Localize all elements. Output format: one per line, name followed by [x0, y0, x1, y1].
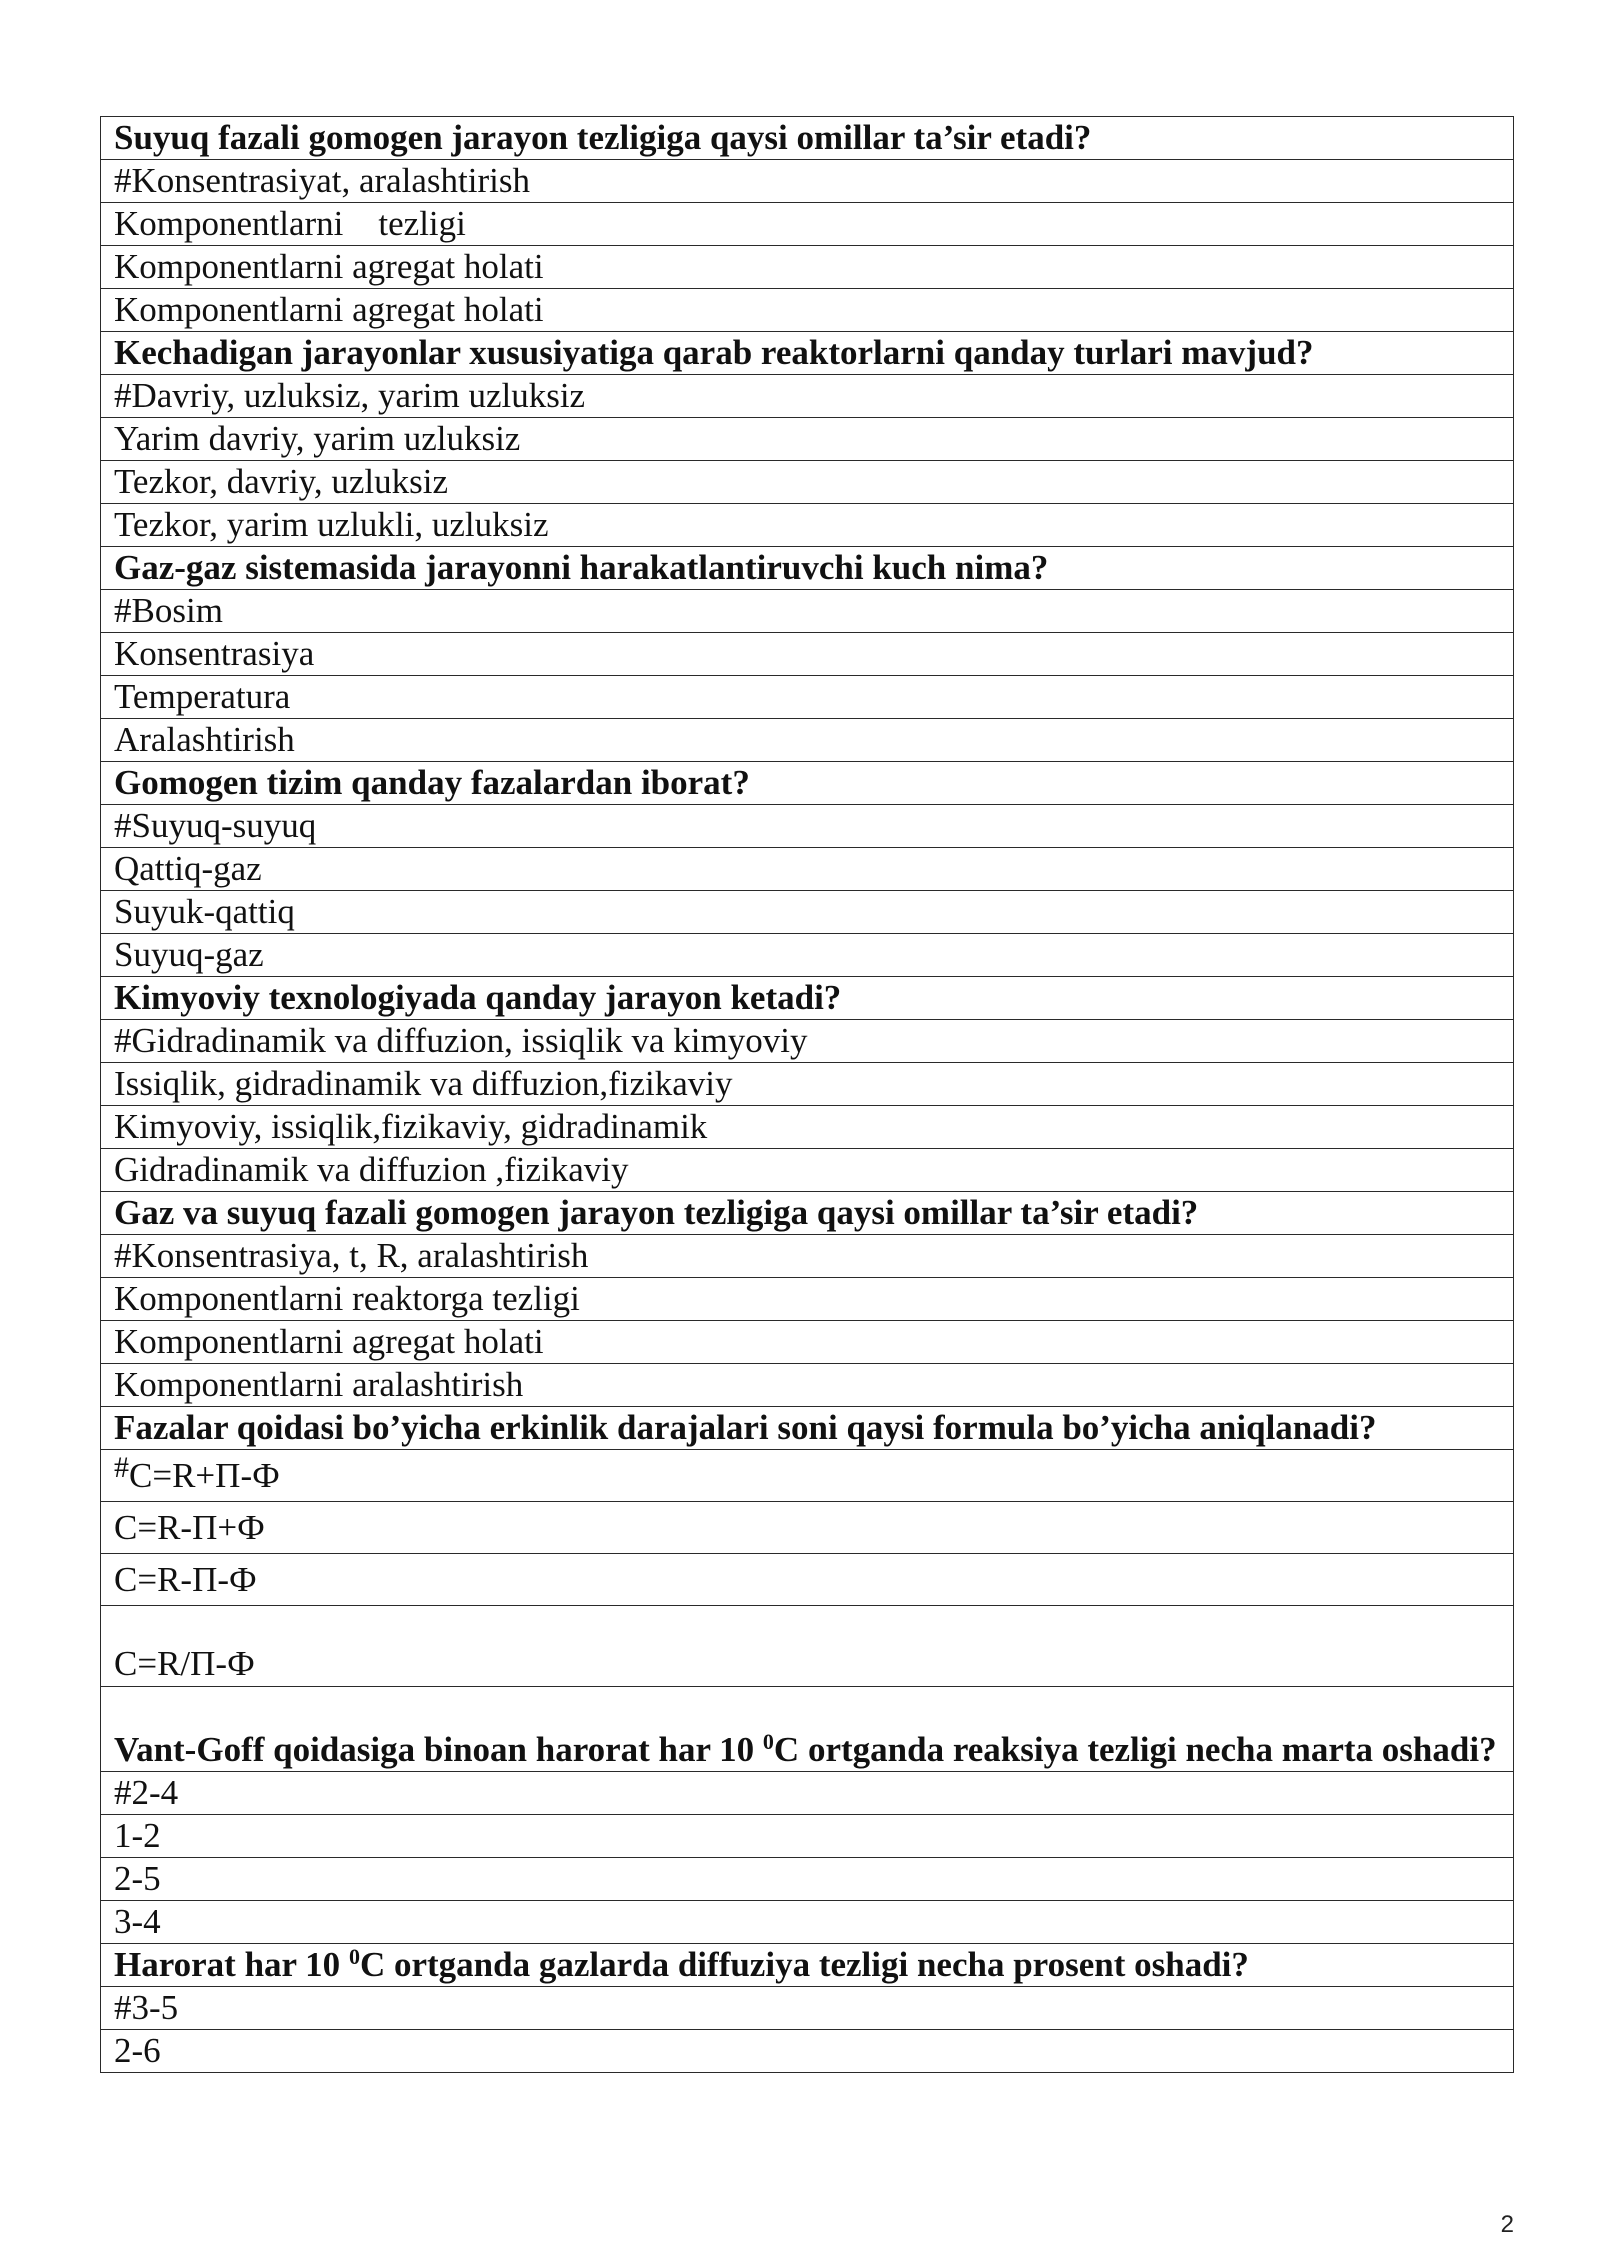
question-text: Suyuq fazali gomogen jarayon tezligiga qaysi omillar ta’sir etadi?: [101, 117, 1514, 160]
question-row: [101, 1192, 1514, 1235]
question-text: Vant-Goff qoidasiga binoan harorat har 10 $^0$C ortganda reaksiya tezligi necha marta oshadi?: [101, 1687, 1514, 1772]
option-row: [101, 1106, 1514, 1149]
option-row: [101, 1987, 1514, 2030]
option: 1-2: [101, 1815, 1514, 1858]
option-correct: #3-5: [101, 1987, 1514, 2030]
question-row: [101, 332, 1514, 375]
option-row: [101, 1020, 1514, 1063]
option-row: [101, 375, 1514, 418]
degree-superscript: 0: [762, 1729, 774, 1754]
question-row: [101, 762, 1514, 805]
option-correct: #Davriy, uzluksiz, yarim uzluksiz: [101, 375, 1514, 418]
option: 2-6: [101, 2030, 1514, 2073]
question-text: Gomogen tizim qanday fazalardan iborat?: [101, 762, 1514, 805]
question-row: [101, 547, 1514, 590]
option-row: [101, 633, 1514, 676]
option-row: [101, 1364, 1514, 1407]
option-row: [101, 1235, 1514, 1278]
option-row: [101, 1901, 1514, 1944]
option-row: [101, 160, 1514, 203]
option-row: [101, 203, 1514, 246]
option-row: [101, 1149, 1514, 1192]
option-row: [101, 1606, 1514, 1687]
question-text: Harorat har 10 $^0$C ortganda gazlarda diffuziya tezligi necha prosent oshadi?: [101, 1944, 1514, 1987]
option-row: [101, 461, 1514, 504]
option-correct: #Konsentrasiya, t, R, aralashtirish: [101, 1235, 1514, 1278]
page-number: 2: [1500, 2211, 1514, 2238]
option: Komponentlarni agregat holati: [101, 1321, 1514, 1364]
option-row: [101, 1278, 1514, 1321]
option-row: [101, 805, 1514, 848]
option: Yarim davriy, yarim uzluksiz: [101, 418, 1514, 461]
option: Konsentrasiya: [101, 633, 1514, 676]
option-row: [101, 1772, 1514, 1815]
option: Aralashtirish: [101, 719, 1514, 762]
option: C=R-П+Ф: [101, 1502, 1514, 1554]
question-text: Kimyoviy texnologiyada qanday jarayon ketadi?: [101, 977, 1514, 1020]
option: C=R-П-Ф: [101, 1554, 1514, 1606]
option-correct: #Gidradinamik va diffuzion, issiqlik va kimyoviy: [101, 1020, 1514, 1063]
question-row: [101, 117, 1514, 160]
option-row: [101, 1858, 1514, 1901]
option: Qattiq-gaz: [101, 848, 1514, 891]
option: 2-5: [101, 1858, 1514, 1901]
option: Tezkor, yarim uzlukli, uzluksiz: [101, 504, 1514, 547]
question-row: [101, 1407, 1514, 1450]
option-row: [101, 1321, 1514, 1364]
option-correct: #2-4: [101, 1772, 1514, 1815]
option-row: [101, 418, 1514, 461]
option-row: [101, 1063, 1514, 1106]
option: Kimyoviy, issiqlik,fizikaviy, gidradinamik: [101, 1106, 1514, 1149]
option: Komponentlarni aralashtirish: [101, 1364, 1514, 1407]
option-row: [101, 1502, 1514, 1554]
option-row: [101, 590, 1514, 633]
option: 3-4: [101, 1901, 1514, 1944]
option-row: [101, 848, 1514, 891]
option: Komponentlarni agregat holati: [101, 289, 1514, 332]
option-row: [101, 676, 1514, 719]
correct-marker: #: [114, 1451, 129, 1484]
formula: C=R+П-Ф: [129, 1456, 280, 1495]
option-row: [101, 1554, 1514, 1606]
option: Komponentlarni agregat holati: [101, 246, 1514, 289]
option-row: [101, 719, 1514, 762]
option-row: [101, 891, 1514, 934]
option: Komponentlarni tezligi: [101, 203, 1514, 246]
question-text: Kechadigan jarayonlar xususiyatiga qarab reaktorlarni qanday turlari mavjud?: [101, 332, 1514, 375]
option: Suyuq-gaz: [101, 934, 1514, 977]
question-row: [101, 977, 1514, 1020]
degree-superscript: 0: [348, 1944, 360, 1969]
option-row: [101, 504, 1514, 547]
option: Suyuk-qattiq: [101, 891, 1514, 934]
option-correct: #Suyuq-suyuq: [101, 805, 1514, 848]
question-text: Fazalar qoidasi bo’yicha erkinlik darajalari soni qaysi formula bo’yicha aniqlanadi?: [101, 1407, 1514, 1450]
option-row: [101, 2030, 1514, 2073]
option: Tezkor, davriy, uzluksiz: [101, 461, 1514, 504]
option-row: [101, 289, 1514, 332]
quiz-table: [100, 116, 1514, 2073]
question-row: [101, 1944, 1514, 1987]
option-row: [101, 934, 1514, 977]
question-text: Gaz va suyuq fazali gomogen jarayon tezligiga qaysi omillar ta’sir etadi?: [101, 1192, 1514, 1235]
option: C=R/П-Ф: [101, 1606, 1514, 1687]
option-row: [101, 246, 1514, 289]
option-row: [101, 1815, 1514, 1858]
option: Issiqlik, gidradinamik va diffuzion,fizikaviy: [101, 1063, 1514, 1106]
option-correct: [101, 1450, 1514, 1502]
option-correct: #Bosim: [101, 590, 1514, 633]
option: Gidradinamik va diffuzion ,fizikaviy: [101, 1149, 1514, 1192]
question-row: [101, 1687, 1514, 1772]
option-correct: #Konsentrasiyat, aralashtirish: [101, 160, 1514, 203]
option: Komponentlarni reaktorga tezligi: [101, 1278, 1514, 1321]
option: Temperatura: [101, 676, 1514, 719]
question-text: Gaz-gaz sistemasida jarayonni harakatlantiruvchi kuch nima?: [101, 547, 1514, 590]
option-row: [101, 1450, 1514, 1502]
